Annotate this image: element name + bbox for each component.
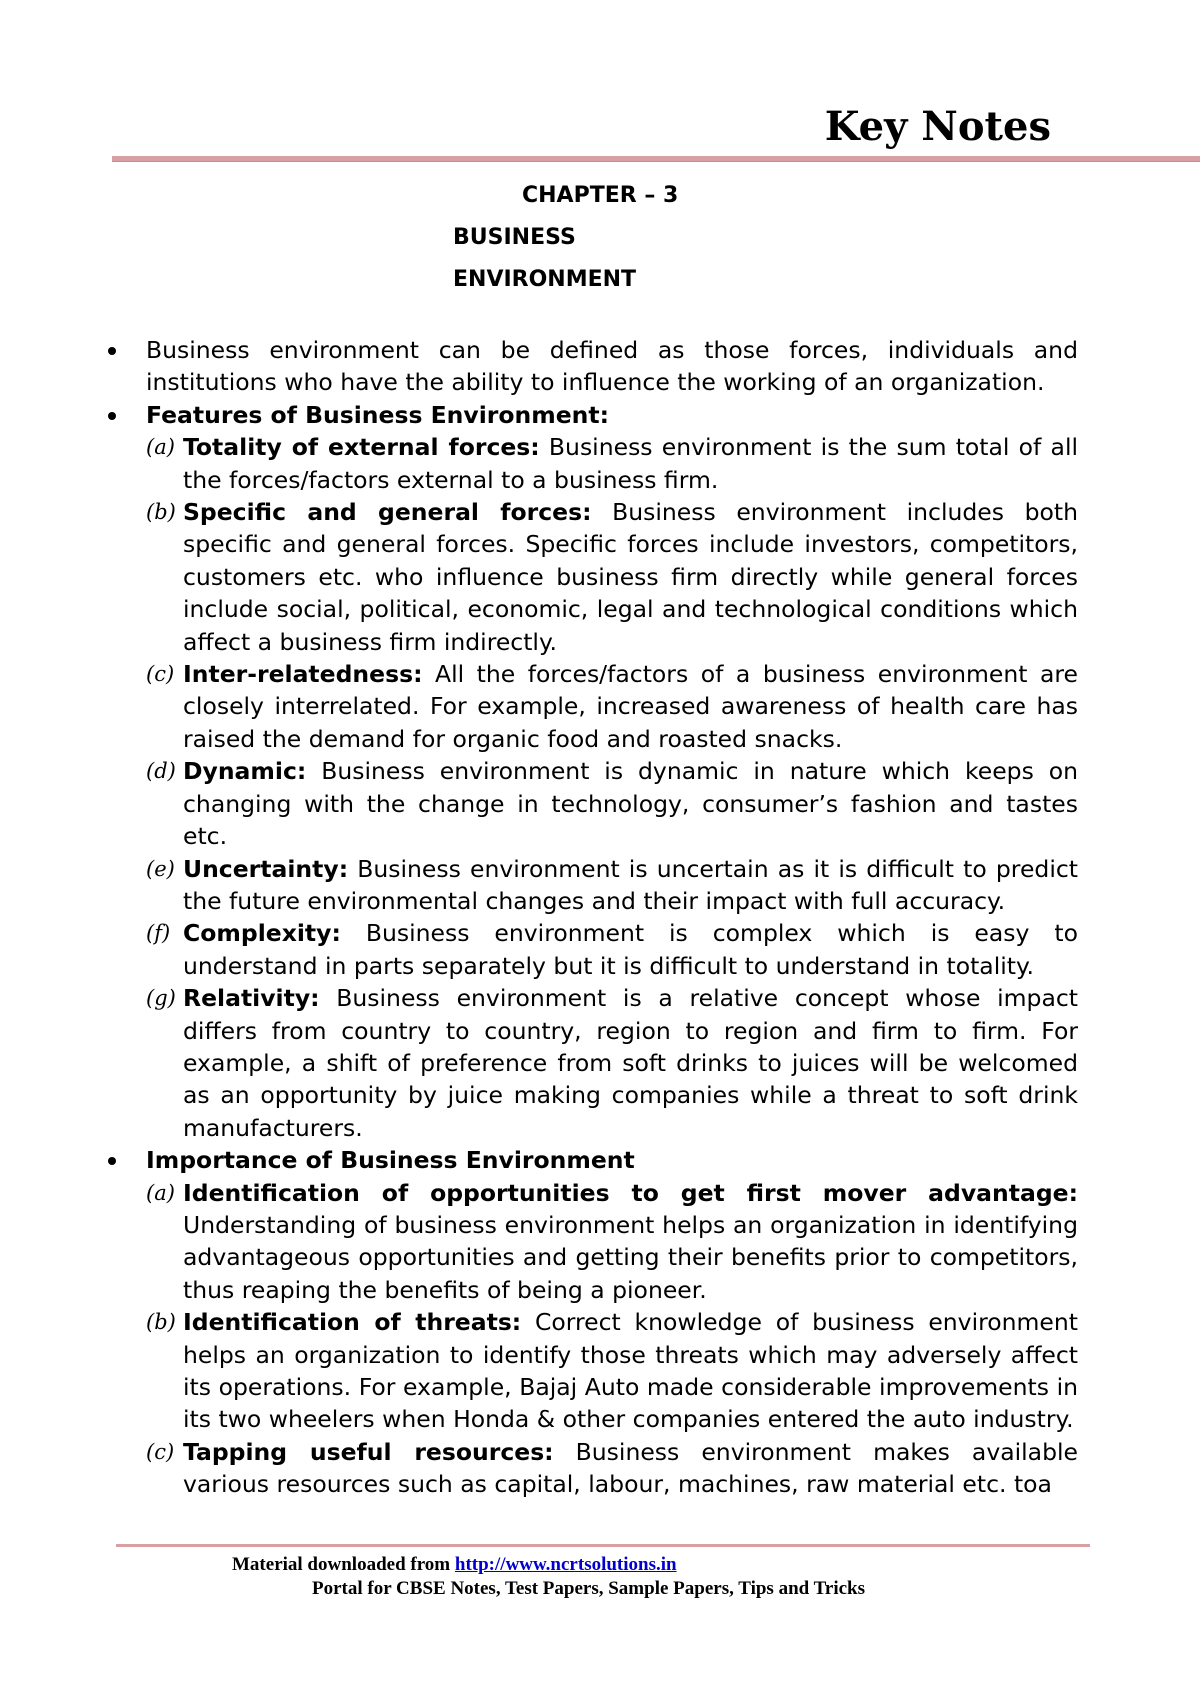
notes-body xyxy=(108,334,1078,1501)
item-marker: (e) xyxy=(146,856,175,881)
list-item xyxy=(146,1436,1078,1501)
importance-list xyxy=(108,1177,1078,1501)
item-term: Specific and general forces: xyxy=(183,498,592,527)
item-marker: (a) xyxy=(146,435,175,460)
item-description: All the forces/factors of a business environment are closely interrelated. For example, increased awareness of health care has raised the demand for organic food and roasted snacks. xyxy=(183,660,1078,753)
footer-source-line xyxy=(0,1553,1200,1577)
item-description: Business environment is uncertain as it is difficult to predict the future environmental changes and their impact with full accuracy. xyxy=(183,854,1078,915)
item-term: Relativity: xyxy=(183,984,320,1013)
footer-source-prefix: Material downloaded from xyxy=(232,1554,455,1575)
features-list xyxy=(108,431,1078,1144)
list-item xyxy=(146,982,1078,1144)
list-item xyxy=(146,755,1078,852)
item-description: Business environment makes available various resources such as capital, labour, machines, raw material etc. toa xyxy=(183,1437,1078,1499)
item-term: Inter-relatedness: xyxy=(183,660,423,689)
item-description: Business environment is dynamic in nature which keeps on changing with the change in technology, consumer’s fashion and tastes etc. xyxy=(183,757,1078,851)
item-description: Understanding of business environment helps an organization in identifying advantageous opportunities and getting their benefits prior to competitors, thus reaping the benefits of being a pioneer. xyxy=(183,1210,1078,1304)
item-marker: (a) xyxy=(146,1180,175,1205)
header-divider xyxy=(112,156,1200,162)
chapter-number: CHAPTER – 3 xyxy=(522,183,679,208)
list-item xyxy=(146,917,1078,982)
item-description: Business environment is the sum total of all the forces/factors external to a business firm. xyxy=(183,433,1079,494)
item-term: Uncertainty: xyxy=(183,854,349,883)
list-item xyxy=(146,496,1078,658)
footer-portal-line: Portal for CBSE Notes, Test Papers, Sample Papers, Tips and Tricks xyxy=(312,1578,865,1599)
page-header-title: Key Notes xyxy=(824,103,1051,150)
footer-divider xyxy=(116,1544,1090,1547)
list-item xyxy=(146,1306,1078,1436)
item-marker: (b) xyxy=(146,1310,176,1335)
definition-bullet: Business environment can be defined as those forces, individuals and institutions who have the ability to influence the working of an organization. xyxy=(108,334,1078,399)
item-term: Identification of threats: xyxy=(183,1308,522,1337)
item-term: Totality of external forces: xyxy=(183,433,540,462)
list-item xyxy=(146,853,1078,918)
item-marker: (b) xyxy=(146,500,176,525)
item-description: Business environment is a relative concept whose impact differs from country to country, region to region and firm to firm. For example, a shift of preference from soft drinks to juices will be welcomed as an opportunity by juice making companies while a threat to soft drink manufacturers. xyxy=(183,984,1078,1142)
item-term: Dynamic: xyxy=(183,757,307,786)
list-item xyxy=(146,658,1078,755)
features-heading: Features of Business Environment: xyxy=(108,399,1078,431)
footer-source-link[interactable]: http://www.ncrtsolutions.in xyxy=(454,1554,677,1575)
item-marker: (g) xyxy=(146,986,176,1011)
item-marker: (c) xyxy=(146,662,175,687)
item-term: Tapping useful resources: xyxy=(183,1437,554,1466)
page-footer xyxy=(0,1553,1200,1601)
chapter-title-line-2: ENVIRONMENT xyxy=(453,267,637,292)
item-marker: (d) xyxy=(146,759,176,784)
chapter-heading xyxy=(0,175,1200,301)
item-term: Identification of opportunities to get first mover advantage: xyxy=(183,1178,1078,1207)
importance-heading: Importance of Business Environment xyxy=(108,1144,1078,1176)
item-description: Business environment is complex which is easy to understand in parts separately but it is difficult to understand in totality. xyxy=(183,919,1078,980)
item-term: Complexity: xyxy=(183,919,341,948)
item-description: Business environment includes both specific and general forces. Specific forces include investors, competitors, customers etc. who influence business firm directly while general forces include social, political, economic, legal and technological conditions which affect a business firm indirectly. xyxy=(183,498,1078,656)
list-item xyxy=(146,1177,1078,1307)
item-marker: (f) xyxy=(146,921,171,946)
list-item xyxy=(146,431,1078,496)
chapter-title-line-1: BUSINESS xyxy=(453,225,576,250)
item-marker: (c) xyxy=(146,1439,175,1464)
item-description: Correct knowledge of business environment helps an organization to identify those threats which may adversely affect its operations. For example, Bajaj Auto made considerable improvements in its two wheelers when Honda & other companies entered the auto industry. xyxy=(183,1308,1078,1434)
